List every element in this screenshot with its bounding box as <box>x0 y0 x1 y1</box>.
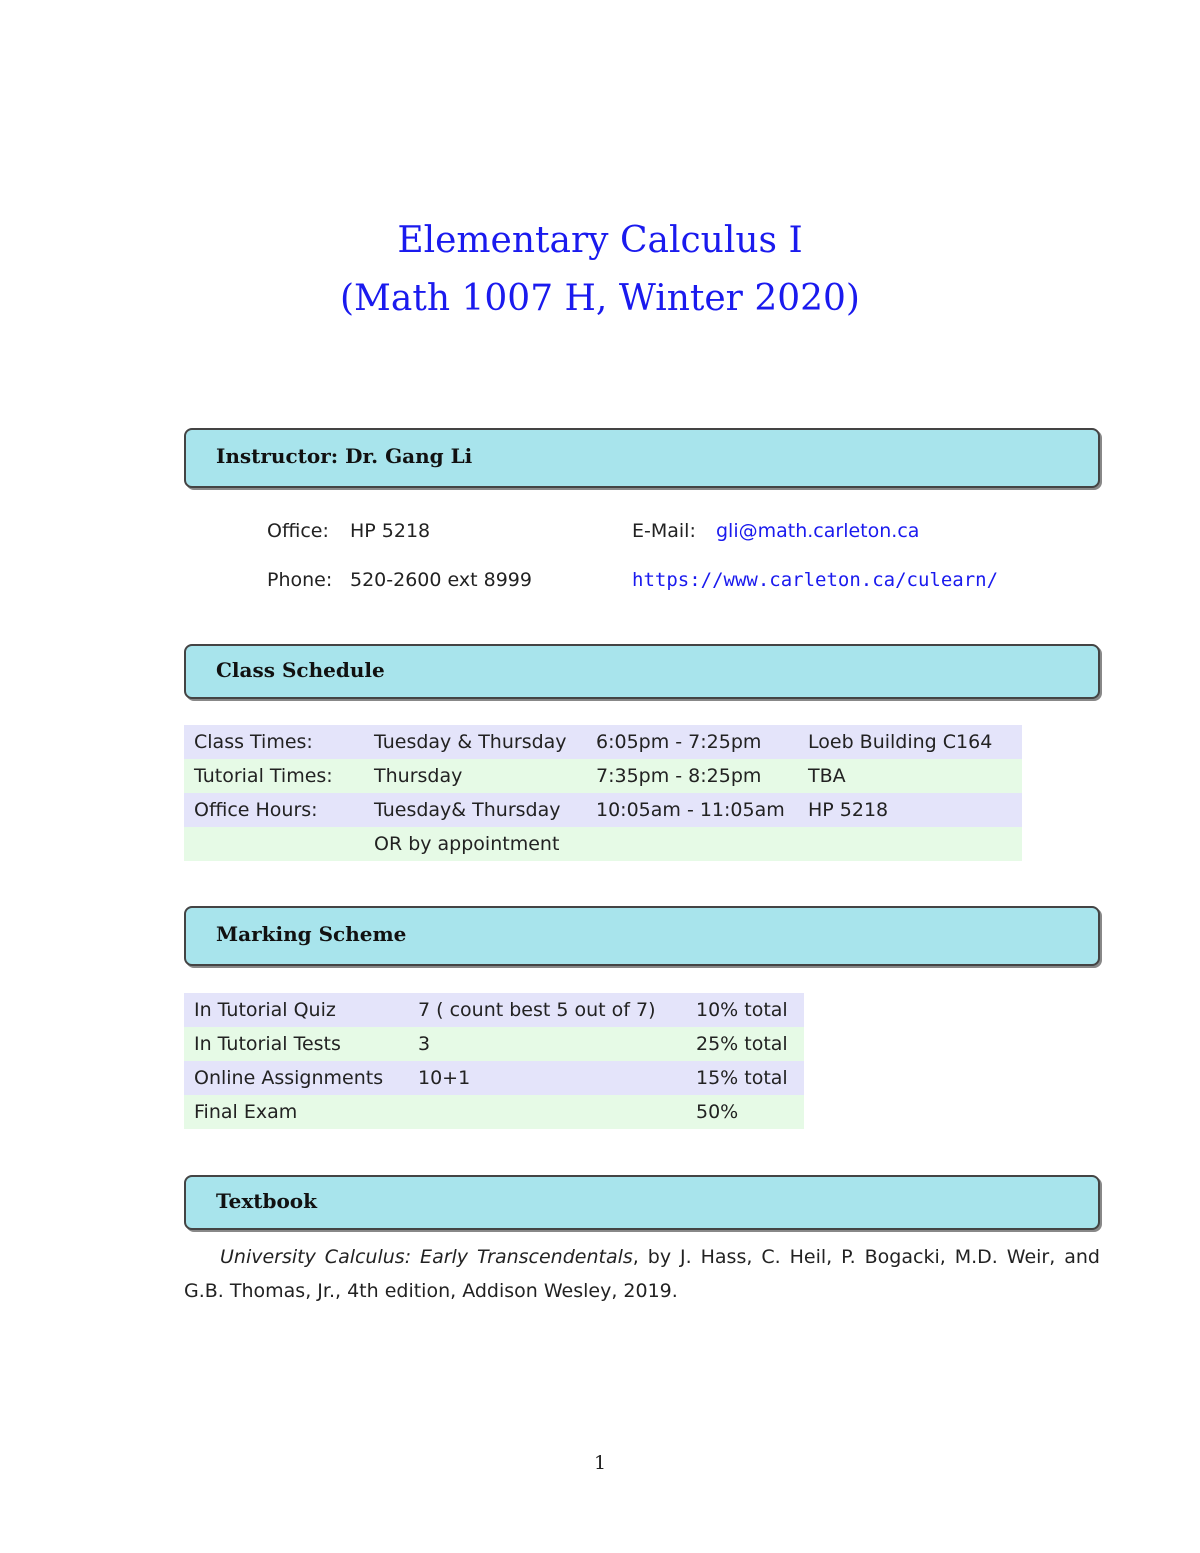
table-row <box>184 993 804 1027</box>
schedule-time: 7:35pm - 8:25pm <box>586 759 798 793</box>
schedule-place: HP 5218 <box>798 793 1022 827</box>
email-link[interactable]: gli@math.carleton.ca <box>716 520 920 542</box>
schedule-heading: Class Schedule <box>216 658 385 682</box>
marking-weight: 50% <box>686 1095 804 1129</box>
schedule-days: Tuesday & Thursday <box>364 725 586 759</box>
page-number: 1 <box>593 1452 607 1474</box>
marking-table <box>184 993 804 1129</box>
schedule-place: TBA <box>798 759 1022 793</box>
schedule-time: 6:05pm - 7:25pm <box>586 725 798 759</box>
textbook-citation <box>184 1240 1100 1308</box>
marking-item: In Tutorial Tests <box>184 1027 408 1061</box>
phone-label: Phone: <box>267 569 333 591</box>
marking-count: 3 <box>408 1027 686 1061</box>
marking-item: Online Assignments <box>184 1061 408 1095</box>
table-row <box>184 1061 804 1095</box>
schedule-days: Thursday <box>364 759 586 793</box>
document-subtitle: (Math 1007 H, Winter 2020) <box>340 278 860 319</box>
phone-value: 520-2600 ext 8999 <box>350 569 532 591</box>
textbook-title: University Calculus: Early Transcendentals <box>220 1246 633 1268</box>
schedule-table <box>184 725 1022 861</box>
schedule-label: Office Hours: <box>184 793 364 827</box>
marking-item: Final Exam <box>184 1095 408 1129</box>
schedule-time <box>586 827 798 861</box>
instructor-heading: Instructor: Dr. Gang Li <box>216 444 473 468</box>
schedule-label: Class Times: <box>184 725 364 759</box>
schedule-label <box>184 827 364 861</box>
marking-count <box>408 1095 686 1129</box>
schedule-header <box>184 644 1100 699</box>
table-row <box>184 1095 804 1129</box>
table-row <box>184 759 1022 793</box>
marking-item: In Tutorial Quiz <box>184 993 408 1027</box>
office-label: Office: <box>267 520 329 542</box>
marking-weight: 25% total <box>686 1027 804 1061</box>
marking-header <box>184 906 1100 966</box>
table-row <box>184 1027 804 1061</box>
schedule-time: 10:05am - 11:05am <box>586 793 798 827</box>
textbook-header <box>184 1175 1100 1230</box>
marking-weight: 10% total <box>686 993 804 1027</box>
marking-count: 7 ( count best 5 out of 7) <box>408 993 686 1027</box>
table-row <box>184 725 1022 759</box>
textbook-heading: Textbook <box>216 1189 317 1213</box>
table-row <box>184 827 1022 861</box>
schedule-place: Loeb Building C164 <box>798 725 1022 759</box>
document-title: Elementary Calculus I <box>397 220 803 261</box>
schedule-label: Tutorial Times: <box>184 759 364 793</box>
schedule-days: OR by appointment <box>364 827 586 861</box>
marking-count: 10+1 <box>408 1061 686 1095</box>
schedule-days: Tuesday& Thursday <box>364 793 586 827</box>
marking-heading: Marking Scheme <box>216 922 407 946</box>
instructor-header <box>184 428 1100 488</box>
schedule-place <box>798 827 1022 861</box>
textbook-details: , by J. Hass, C. Heil, P. Bogacki, M.D. Weir, and G.B. Thomas, Jr., 4th edition, Addison Wesley, 2019. <box>184 1246 1100 1302</box>
office-value: HP 5218 <box>350 520 431 542</box>
marking-weight: 15% total <box>686 1061 804 1095</box>
email-label: E-Mail: <box>632 520 696 542</box>
course-website-link[interactable]: https://www.carleton.ca/culearn/ <box>632 569 999 591</box>
table-row <box>184 793 1022 827</box>
